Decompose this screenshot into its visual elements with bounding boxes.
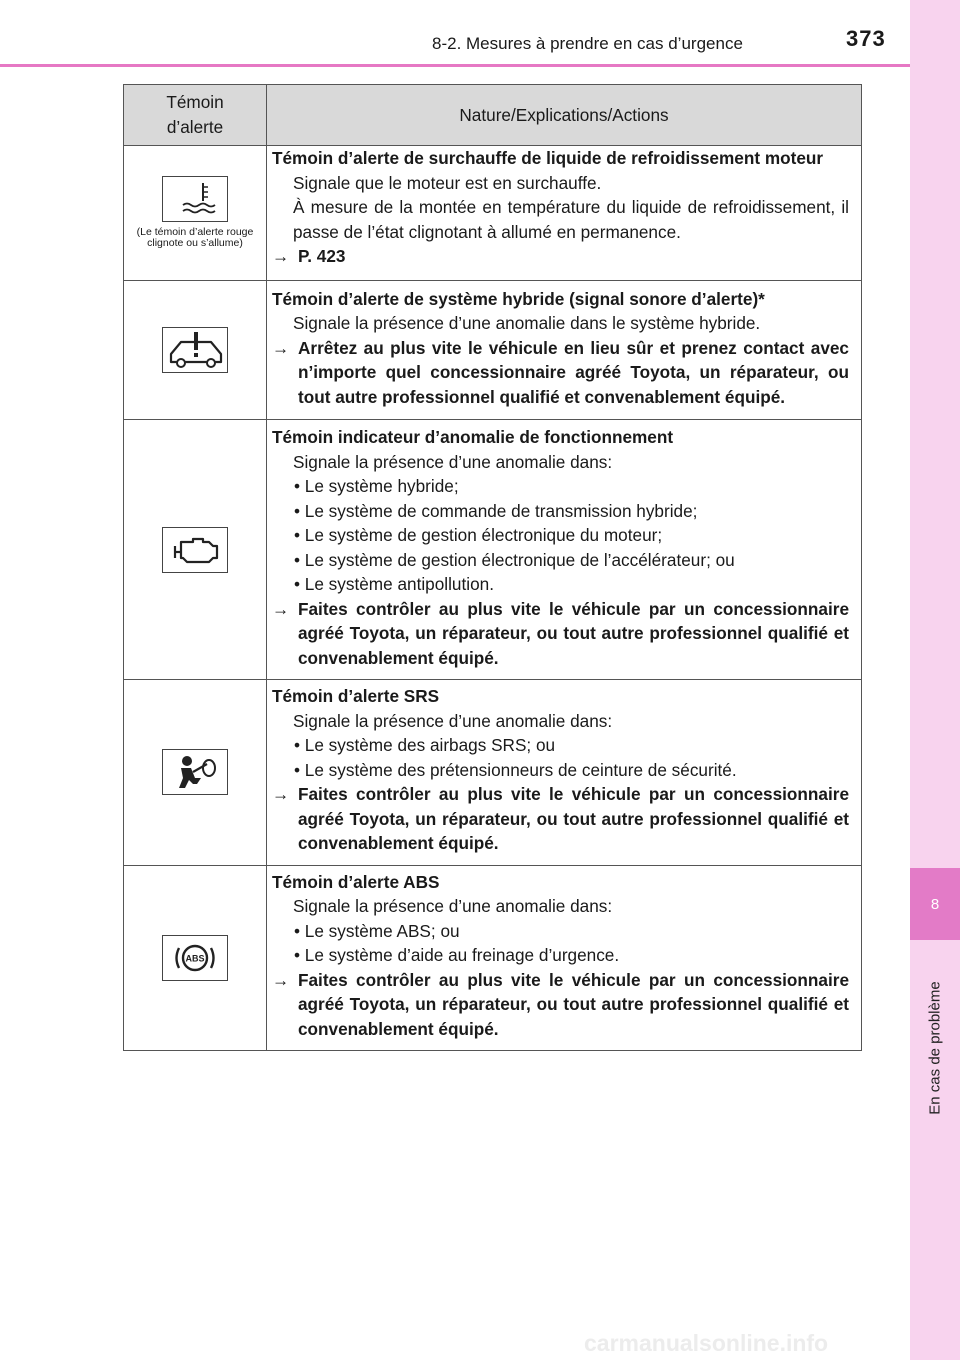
chapter-side-band	[910, 0, 960, 1360]
coolant-temperature-icon	[162, 176, 228, 222]
list-item: • Le système de commande de transmission hybride;	[294, 500, 698, 521]
row-title: Témoin d’alerte SRS	[272, 686, 440, 706]
arrow-icon: →	[272, 598, 290, 619]
check-engine-icon	[162, 527, 228, 573]
abs-icon-label: ABS	[185, 953, 205, 964]
text-cell	[267, 680, 862, 866]
warning-lights-table	[123, 84, 862, 1051]
list-item: • Le système des prétensionneurs de ceinture de sécurité.	[294, 759, 737, 780]
section-title: 8-2. Mesures à prendre en cas d’urgence	[432, 34, 743, 53]
table-row	[124, 865, 862, 1051]
row-description: À mesure de la montée en température du liquide de refroidissement, il passe de l’état clignotant à allumé en permanence.	[293, 197, 849, 242]
text-cell	[267, 280, 862, 420]
list-item: • Le système antipollution.	[294, 574, 494, 594]
text-cell	[267, 865, 862, 1051]
chapter-label: En cas de problème	[926, 981, 944, 1115]
chapter-number-tab[interactable]: 8	[910, 868, 960, 940]
row-description: Signale la présence d’une anomalie dans:	[293, 451, 613, 472]
row-description: Signale que le moteur est en surchauffe.	[293, 172, 602, 193]
icon-cell	[124, 865, 267, 1051]
row-action: → Faites contrôler au plus vite le véhicule par un concessionnaire agréé Toyota, un réparateur, ou tout autre professionnel qualifié et convenablement équipé.	[272, 969, 849, 1039]
icon-note: (Le témoin d’alerte rouge clignote ou s’allume)	[136, 225, 254, 250]
watermark: carmanualsonline.info	[584, 1330, 829, 1356]
list-item: • Le système de gestion électronique du moteur;	[294, 525, 663, 545]
header-rule	[0, 64, 910, 67]
list-item: • Le système de gestion électronique de l’accélérateur; ou	[294, 549, 735, 570]
hybrid-system-warning-icon	[162, 327, 228, 373]
arrow-icon: →	[272, 784, 290, 804]
icon-cell	[124, 420, 267, 680]
table-row	[124, 420, 862, 680]
row-title: Témoin d’alerte ABS	[272, 871, 440, 892]
list-item: • Le système d’aide au freinage d’urgence.	[294, 945, 620, 965]
col-header-explanations: Nature/Explications/Actions	[267, 85, 862, 146]
text-cell	[267, 420, 862, 680]
icon-cell	[124, 146, 267, 281]
table-header-row	[124, 85, 862, 146]
arrow-icon: →	[272, 969, 290, 990]
row-action: → Faites contrôler au plus vite le véhicule par un concessionnaire agréé Toyota, un réparateur, ou tout autre professionnel qualifié et convenablement équipé.	[272, 784, 849, 853]
row-title: Témoin indicateur d’anomalie de fonctionnement	[272, 427, 674, 447]
row-title: Témoin d’alerte de surchauffe de liquide de refroidissement moteur	[272, 148, 824, 168]
srs-airbag-icon	[162, 749, 228, 795]
row-description: Signale la présence d’une anomalie dans:	[293, 896, 613, 916]
page-reference-link[interactable]: P. 423	[298, 246, 346, 266]
row-title: Témoin d’alerte de système hybride (signal sonore d’alerte)*	[272, 288, 765, 309]
table-row	[124, 146, 862, 281]
row-description: Signale la présence d’une anomalie dans le système hybride.	[293, 313, 761, 333]
row-description: Signale la présence d’une anomalie dans:	[293, 710, 613, 731]
row-action	[272, 244, 849, 269]
list-item: • Le système ABS; ou	[294, 920, 460, 941]
table-row	[124, 280, 862, 420]
arrow-icon: →	[272, 337, 290, 358]
page-number: 373	[846, 26, 886, 51]
row-action: → Faites contrôler au plus vite le véhicule par un concessionnaire agréé Toyota, un réparateur, ou tout autre professionnel qualifié et convenablement équipé.	[272, 598, 849, 668]
icon-cell	[124, 680, 267, 866]
text-cell	[267, 146, 862, 281]
list-item: • Le système hybride;	[294, 476, 459, 496]
arrow-icon: →	[272, 246, 290, 266]
list-item: • Le système des airbags SRS; ou	[294, 735, 556, 755]
table-row	[124, 680, 862, 866]
abs-icon	[162, 935, 228, 981]
col-header-warning-light: Témoin d’alerte	[124, 85, 267, 146]
row-action: → Arrêtez au plus vite le véhicule en lieu sûr et prenez contact avec n’importe quel concessionnaire agréé Toyota, un réparateur, ou tout autre professionnel qualifié et convenablement équipé.	[272, 337, 849, 407]
icon-cell	[124, 280, 267, 420]
